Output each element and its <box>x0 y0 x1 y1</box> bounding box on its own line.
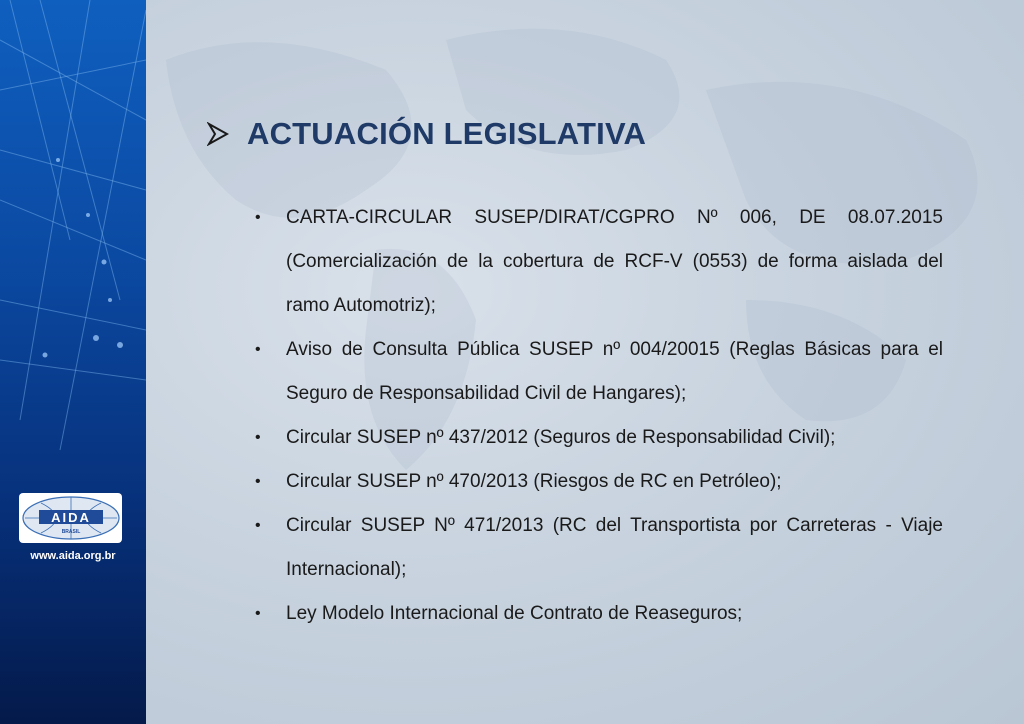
slide-title: ACTUACIÓN LEGISLATIVA <box>247 116 647 151</box>
bullet-dot-icon: • <box>255 341 261 358</box>
globe-logo-icon <box>21 495 121 541</box>
arrow-bullet-icon <box>207 122 229 146</box>
list-item-text: CARTA-CIRCULAR SUSEP/DIRAT/CGPRO Nº 006, DE 08.07.2015 (Comercialización de la cobertura de RCF-V (0553) de forma aislada del ramo Automotriz); <box>286 207 943 316</box>
bullet-dot-icon: • <box>255 209 261 226</box>
list-item <box>255 416 943 460</box>
list-item-text: Ley Modelo Internacional de Contrato de Reaseguros; <box>286 603 743 624</box>
sidebar <box>0 0 146 724</box>
list-item-text: Circular SUSEP nº 437/2012 (Seguros de Responsabilidad Civil); <box>286 427 836 448</box>
list-item-text: Circular SUSEP Nº 471/2013 (RC del Transportista por Carreteras - Viaje Internacional); <box>286 515 943 580</box>
bullet-dot-icon: • <box>255 473 261 490</box>
logo-text: AIDA <box>50 510 91 525</box>
list-item-text: Aviso de Consulta Pública SUSEP nº 004/20015 (Reglas Básicas para el Seguro de Responsabilidad Civil de Hangares); <box>286 339 943 404</box>
website-url[interactable]: www.aida.org.br <box>30 550 116 562</box>
list-item <box>255 592 943 636</box>
bullet-dot-icon: • <box>255 517 261 534</box>
list-item <box>255 504 943 592</box>
network-lines-decoration <box>0 0 146 460</box>
list-item-text: Circular SUSEP nº 470/2013 (Riesgos de RC en Petróleo); <box>286 471 782 492</box>
list-item <box>255 196 943 328</box>
bullet-dot-icon: • <box>255 605 261 622</box>
bullet-list <box>255 196 943 636</box>
logo-subtext: BRASIL <box>61 529 80 535</box>
list-item <box>255 328 943 416</box>
bullet-dot-icon: • <box>255 429 261 446</box>
title-row <box>207 116 646 152</box>
aida-logo <box>19 493 122 543</box>
list-item <box>255 460 943 504</box>
